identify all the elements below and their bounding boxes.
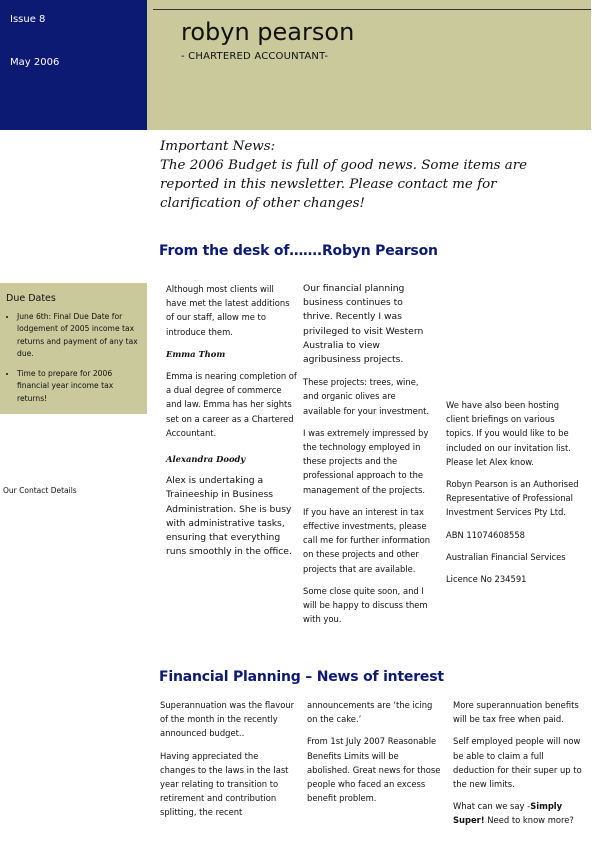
licence-number: Licence No 234591: [446, 574, 527, 585]
paragraph: More superannuation benefits will be tax free when paid.: [453, 700, 579, 725]
header-rule: [153, 9, 591, 10]
list-item: • Time to prepare for 2006 financial year income tax returns!: [17, 368, 145, 405]
staff-name: Alexandra Doody: [166, 454, 246, 465]
issue-date: May 2006: [10, 57, 60, 68]
desk-column-3: [446, 398, 580, 594]
financial-column-2: [307, 698, 443, 813]
simply-super-emphasis: Simply Super!: [453, 801, 563, 826]
staff-name: Emma Thom: [166, 348, 226, 359]
paragraph: [453, 799, 588, 827]
paragraph: From 1st July 2007 Reasonable Benefits Limits will be abolished. Great news for those people who faced an excess benefit problem.: [307, 736, 441, 804]
paragraph: Having appreciated the changes to the laws in the last year relating to transition to retirement and contribution splitting, the recent: [160, 750, 289, 818]
paragraph: If you have an interest in tax effective investments, please call me for further information on these projects and other projects that are available.: [303, 506, 431, 574]
paragraph: Emma is nearing completion of a dual degree of commerce and law. Emma has her sights set on a career as a Chartered Accountant.: [166, 371, 297, 438]
financial-column-3: [453, 698, 588, 836]
brand-subtitle: - CHARTERED ACCOUNTANT-: [181, 51, 329, 62]
important-news: [160, 137, 580, 213]
paragraph: Alex is undertaking a Traineeship in Business Administration. She is busy with administrative tasks, ensuring that everything runs smoothly in the office.: [166, 475, 292, 558]
due-dates-list: [6, 311, 145, 413]
news-heading: Important News:: [160, 139, 276, 154]
due-dates-heading: Due Dates: [6, 293, 56, 304]
desk-column-2: [303, 282, 434, 634]
paragraph: Australian Financial Services: [446, 551, 566, 562]
paragraph: Self employed people will now be able to claim a full deduction for their super up to the new limits.: [453, 736, 582, 790]
issue-number: Issue 8: [10, 14, 46, 25]
paragraph: Robyn Pearson is an Authorised Representative of Professional Investment Services Pty Ltd.: [446, 479, 579, 518]
desk-column-1: [166, 282, 297, 567]
paragraph: Some close quite soon, and I will be happy to discuss them with you.: [303, 585, 428, 625]
paragraph: Our financial planning business continues to thrive. Recently I was privileged to visit Western Australia to view agribusiness projects.: [303, 283, 424, 366]
closing-question: Need to know more?: [484, 815, 574, 826]
desk-section-title: From the desk of…….Robyn Pearson: [159, 243, 438, 259]
paragraph: We have also been hosting client briefings on various topics. If you would like to be included on our invitation list. Please let Alex know.: [446, 400, 571, 467]
news-text: The 2006 Budget is full of good news. Some items are reported in this newsletter. Please contact me for clarification of other changes!: [160, 158, 528, 211]
financial-section-title: Financial Planning – News of interest: [159, 669, 444, 685]
issue-panel: [0, 0, 147, 130]
abn: ABN 11074608558: [446, 529, 526, 540]
paragraph: I was extremely impressed by the technology employed in these projects and the professional approach to the management of the projects.: [303, 427, 429, 495]
contact-details-label: Our Contact Details: [3, 486, 77, 495]
paragraph: These projects: trees, wine, and organic olives are available for your investment.: [303, 377, 430, 416]
paragraph: announcements are ‘the icing on the cake.’: [307, 700, 433, 725]
due-dates-box: [0, 283, 147, 414]
brand-name: robyn pearson: [181, 18, 355, 46]
closing-text: What can we say -: [453, 801, 531, 812]
financial-column-1: [160, 698, 296, 828]
paragraph: Although most clients will have met the latest additions of our staff, allow me to introduce them.: [166, 284, 290, 337]
paragraph: Superannuation was the flavour of the month in the recently announced budget..: [160, 700, 295, 739]
list-item: • June 6th: Final Due Date for lodgement of 2005 income tax returns and payment of any tax due.: [17, 311, 145, 360]
